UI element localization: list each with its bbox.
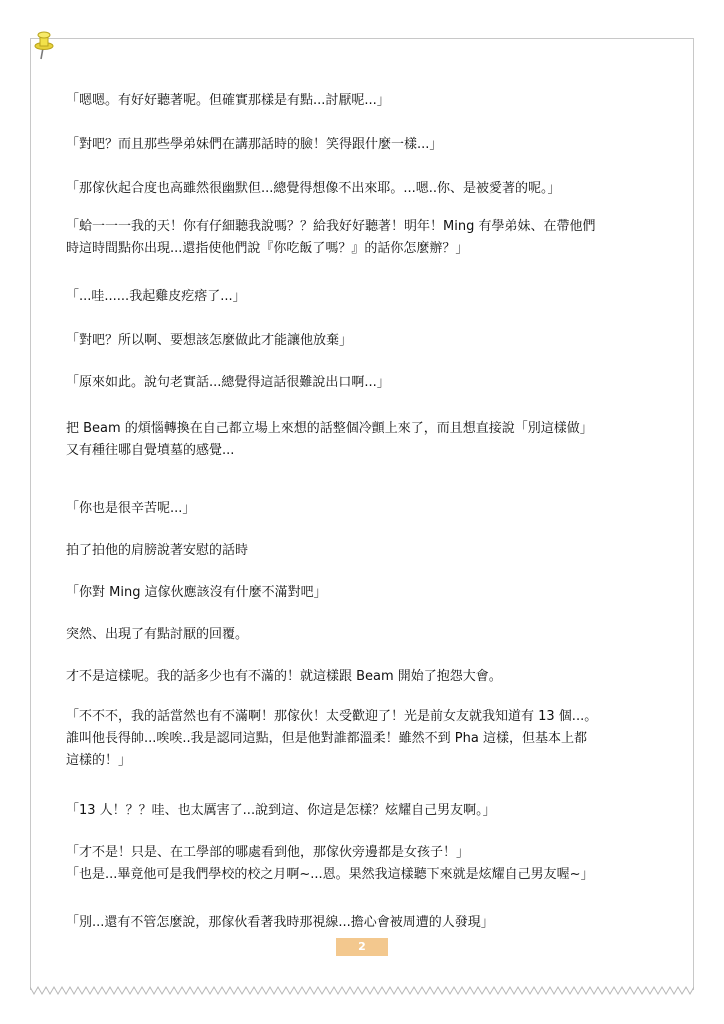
text-line: 「你也是很辛苦呢...」 bbox=[66, 501, 196, 516]
text-line: 「原來如此。說句老實話...總覺得這話很難說出口啊...」 bbox=[66, 375, 390, 390]
text-line: 時這時間點你出現...還指使他們說『你吃飯了嗎？』的話你怎麼辦？」 bbox=[66, 241, 469, 256]
paragraph bbox=[66, 330, 666, 352]
zigzag-border bbox=[30, 984, 694, 998]
text-line: 「才不是！只是、在工學部的哪處看到他，那傢伙旁邊都是女孩子！」 bbox=[66, 845, 470, 860]
text-line: 「...哇......我起雞皮疙瘩了...」 bbox=[66, 289, 246, 304]
paragraph bbox=[66, 134, 666, 156]
paragraph bbox=[66, 90, 666, 112]
text-line: 「不不不，我的話當然也有不滿啊！那傢伙！太受歡迎了！光是前女友就我知道有 13 個...。 bbox=[66, 709, 598, 724]
text-line: 「13 人！？？哇、也太厲害了...說到這、你這是怎樣？炫耀自己男友啊。」 bbox=[66, 803, 496, 818]
paragraph bbox=[66, 912, 666, 934]
text-line: 把 Beam 的煩惱轉換在自己都立場上來想的話整個冷顫上來了，而且想直接說「別這樣做」 bbox=[66, 421, 593, 436]
paragraph bbox=[66, 624, 666, 646]
paragraph bbox=[66, 842, 666, 886]
paragraph bbox=[66, 216, 666, 260]
text-line: 「也是...畢竟他可是我們學校的校之月啊~...恩。果然我這樣聽下來就是炫耀自己男友喔~」 bbox=[66, 867, 594, 882]
paragraph bbox=[66, 800, 666, 822]
text-line: 「對吧？所以啊、要想該怎麼做此才能讓他放棄」 bbox=[66, 333, 353, 348]
paragraph bbox=[66, 286, 666, 308]
pushpin-icon bbox=[28, 28, 62, 62]
page-number-badge: 2 bbox=[336, 938, 388, 956]
paragraph bbox=[66, 498, 666, 520]
text-line: 「嗯嗯。有好好聽著呢。但確實那樣是有點...討厭呢...」 bbox=[66, 93, 390, 108]
paragraph bbox=[66, 706, 666, 772]
text-line: 拍了拍他的肩膀說著安慰的話時 bbox=[66, 543, 249, 558]
paragraph bbox=[66, 418, 666, 462]
paragraph bbox=[66, 178, 666, 200]
text-line: 誰叫他長得帥...唉唉..我是認同這點，但是他對誰都溫柔！雖然不到 Pha 這樣，但基本上都 bbox=[66, 731, 587, 746]
text-line: 「你對 Ming 這傢伙應該沒有什麼不滿對吧」 bbox=[66, 585, 327, 600]
paragraph bbox=[66, 582, 666, 604]
text-line: 又有種往哪自覺墳墓的感覺... bbox=[66, 443, 235, 458]
text-line: 「別...還有不管怎麼說，那傢伙看著我時那視線...擔心會被周遭的人發現」 bbox=[66, 915, 494, 930]
paragraph bbox=[66, 372, 666, 394]
paragraph bbox=[66, 666, 666, 688]
text-line: 才不是這樣呢。我的話多少也有不滿的！就這樣跟 Beam 開始了抱怨大會。 bbox=[66, 669, 502, 684]
text-line: 「那傢伙起合度也高雖然很幽默但...總覺得想像不出來耶。...嗯..你、是被愛著的呢。」 bbox=[66, 181, 561, 196]
text-line: 「對吧？而且那些學弟妹們在講那話時的臉！笑得跟什麼一樣...」 bbox=[66, 137, 443, 152]
text-line: 「蛤一一一我的天！你有仔細聽我說嗎？？給我好好聽著！明年！Ming 有學弟妹、在帶他們 bbox=[66, 219, 596, 234]
text-line: 這樣的！」 bbox=[66, 753, 132, 768]
paragraph bbox=[66, 540, 666, 562]
text-line: 突然、出現了有點討厭的回覆。 bbox=[66, 627, 249, 642]
